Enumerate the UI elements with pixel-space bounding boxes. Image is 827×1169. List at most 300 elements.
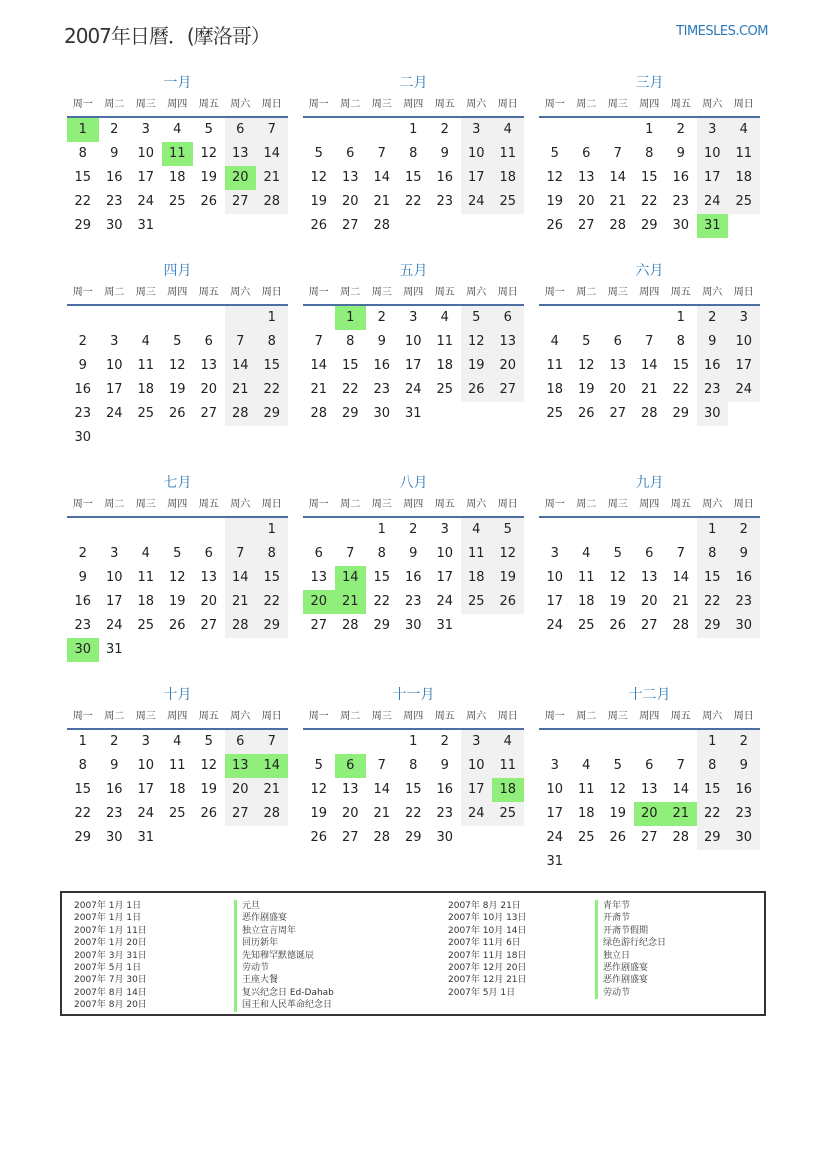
day-cell: 16 [74, 594, 92, 609]
weekday-label: 周四 [403, 287, 424, 298]
day-cell: 11 [137, 358, 155, 373]
day-cell: 29 [74, 830, 92, 845]
day-grid [67, 730, 288, 850]
month-block [539, 72, 760, 238]
weekday-header [539, 282, 760, 306]
empty-day-cell [256, 214, 288, 238]
day-cell: 16 [672, 170, 690, 185]
day-cell: 17 [546, 594, 564, 609]
day-cell: 5 [204, 734, 213, 749]
day-cell: 13 [609, 358, 627, 373]
day-cell: 12 [200, 758, 218, 773]
day-cell: 23 [697, 378, 729, 402]
day-cell: 29 [256, 614, 288, 638]
weekday-label: 周二 [576, 711, 597, 722]
empty-day-cell [461, 402, 493, 426]
empty-day-cell [162, 638, 194, 662]
empty-day-cell [162, 214, 194, 238]
empty-day-cell [634, 850, 666, 874]
day-cell: 15 [256, 354, 288, 378]
day-cell: 26 [461, 378, 493, 402]
day-cell: 17 [728, 354, 760, 378]
day-cell: 19 [609, 594, 627, 609]
day-cell: 14 [225, 354, 257, 378]
weekday-label: 周三 [371, 499, 392, 510]
day-cell: 15 [74, 170, 92, 185]
day-cell: 23 [373, 382, 391, 397]
day-cell: 23 [105, 806, 123, 821]
empty-day-cell [571, 850, 603, 874]
day-cell: 17 [137, 170, 155, 185]
day-cell: 7 [225, 542, 257, 566]
day-cell: 1 [377, 522, 386, 537]
day-cell: 25 [137, 618, 155, 633]
weekday-label: 周五 [198, 287, 219, 298]
day-cell: 23 [404, 594, 422, 609]
day-cell: 1 [67, 118, 99, 142]
day-cell: 25 [436, 382, 454, 397]
day-cell: 10 [461, 142, 493, 166]
weekday-label: 周日 [733, 499, 754, 510]
day-cell: 1 [697, 730, 729, 754]
weekday-label: 周二 [340, 99, 361, 110]
empty-day-cell [634, 730, 666, 754]
month-block [539, 472, 760, 638]
day-cell: 30 [105, 830, 123, 845]
empty-day-cell [335, 118, 367, 142]
empty-day-cell [162, 826, 194, 850]
holiday-name: 国王和人民革命纪念日 [234, 999, 334, 1011]
day-cell: 31 [105, 642, 123, 657]
weekday-header [67, 706, 288, 730]
day-cell: 8 [78, 758, 87, 773]
day-cell: 14 [256, 754, 288, 778]
day-cell: 15 [74, 782, 92, 797]
day-cell: 11 [162, 142, 194, 166]
day-cell: 12 [609, 570, 627, 585]
day-cell: 1 [645, 122, 654, 137]
holiday-date: 2007年 5月 1日 [448, 987, 516, 998]
weekday-label: 周日 [261, 99, 282, 110]
day-cell: 8 [256, 330, 288, 354]
holiday-name: 独立宣言周年 [234, 925, 334, 937]
day-cell: 18 [436, 358, 454, 373]
day-cell: 6 [204, 334, 213, 349]
day-cell: 23 [672, 194, 690, 209]
day-cell: 10 [436, 546, 454, 561]
day-cell: 21 [609, 194, 627, 209]
day-cell: 24 [105, 406, 123, 421]
weekday-label: 周日 [261, 711, 282, 722]
empty-day-cell [665, 730, 697, 754]
day-cell: 28 [256, 190, 288, 214]
day-cell: 2 [440, 122, 449, 137]
day-cell: 21 [335, 590, 367, 614]
legend-names-left [234, 900, 334, 1012]
weekday-header [303, 94, 524, 118]
empty-day-cell [99, 518, 131, 542]
day-cell: 8 [676, 334, 685, 349]
month-name: 六月 [635, 263, 664, 279]
day-cell: 5 [550, 146, 559, 161]
day-cell: 19 [461, 354, 493, 378]
day-cell: 17 [137, 782, 155, 797]
weekday-header [539, 706, 760, 730]
day-cell: 3 [461, 730, 493, 754]
empty-day-cell [571, 518, 603, 542]
holiday-date: 2007年 10月 14日 [448, 925, 527, 936]
day-cell: 26 [609, 830, 627, 845]
weekday-label: 周三 [607, 287, 628, 298]
day-cell: 22 [672, 382, 690, 397]
holiday-name: 先知穆罕默德诞辰 [234, 950, 334, 962]
day-cell: 8 [256, 542, 288, 566]
day-cell: 20 [577, 194, 595, 209]
weekday-label: 周六 [466, 287, 487, 298]
day-cell: 17 [404, 358, 422, 373]
day-cell: 6 [645, 546, 654, 561]
day-grid [539, 306, 760, 426]
weekday-label: 周三 [371, 711, 392, 722]
day-cell: 30 [74, 430, 92, 445]
day-cell: 18 [492, 778, 524, 802]
day-cell: 19 [546, 194, 564, 209]
empty-day-cell [303, 118, 335, 142]
weekday-label: 周三 [135, 99, 156, 110]
day-cell: 10 [137, 146, 155, 161]
day-cell: 26 [492, 590, 524, 614]
day-cell: 9 [728, 754, 760, 778]
month-block [67, 260, 288, 450]
empty-day-cell [256, 826, 288, 850]
weekday-label: 周一 [308, 711, 329, 722]
day-cell: 10 [105, 358, 123, 373]
empty-day-cell [130, 638, 162, 662]
day-cell: 4 [582, 758, 591, 773]
month-name: 二月 [399, 75, 428, 91]
day-cell: 10 [728, 330, 760, 354]
day-cell: 23 [436, 194, 454, 209]
weekday-label: 周四 [639, 287, 660, 298]
weekday-label: 周一 [72, 287, 93, 298]
day-cell: 27 [310, 618, 328, 633]
day-cell: 16 [74, 382, 92, 397]
day-cell: 9 [377, 334, 386, 349]
day-cell: 4 [582, 546, 591, 561]
weekday-label: 周一 [72, 99, 93, 110]
weekday-label: 周一 [308, 99, 329, 110]
day-cell: 12 [200, 146, 218, 161]
day-cell: 22 [373, 594, 391, 609]
empty-day-cell [398, 214, 430, 238]
empty-day-cell [193, 518, 225, 542]
holiday-date: 2007年 1月 11日 [74, 925, 147, 936]
weekday-label: 周三 [607, 99, 628, 110]
weekday-label: 周五 [198, 99, 219, 110]
day-cell: 15 [373, 570, 391, 585]
day-cell: 13 [225, 754, 257, 778]
empty-day-cell [571, 730, 603, 754]
weekday-label: 周三 [371, 287, 392, 298]
day-cell: 23 [436, 806, 454, 821]
day-cell: 14 [672, 570, 690, 585]
day-cell: 28 [341, 618, 359, 633]
weekday-label: 周三 [135, 287, 156, 298]
weekday-label: 周二 [104, 711, 125, 722]
day-cell: 28 [609, 218, 627, 233]
day-cell: 11 [436, 334, 454, 349]
day-cell: 25 [577, 830, 595, 845]
day-cell: 3 [697, 118, 729, 142]
day-cell: 30 [697, 402, 729, 426]
day-cell: 2 [728, 730, 760, 754]
holiday-name: 独立日 [595, 950, 666, 962]
day-cell: 27 [577, 218, 595, 233]
weekday-label: 周六 [230, 711, 251, 722]
day-cell: 27 [341, 830, 359, 845]
empty-day-cell [429, 214, 461, 238]
day-cell: 16 [436, 170, 454, 185]
weekday-label: 周三 [607, 499, 628, 510]
day-cell: 10 [697, 142, 729, 166]
day-cell: 18 [577, 594, 595, 609]
day-cell: 15 [404, 782, 422, 797]
day-cell: 28 [225, 614, 257, 638]
day-cell: 6 [492, 306, 524, 330]
day-cell: 29 [697, 614, 729, 638]
day-cell: 20 [609, 382, 627, 397]
day-cell: 25 [492, 190, 524, 214]
weekday-label: 周日 [733, 287, 754, 298]
weekday-label: 周四 [403, 711, 424, 722]
day-cell: 7 [256, 730, 288, 754]
day-cell: 14 [225, 566, 257, 590]
day-cell: 28 [373, 830, 391, 845]
site-link[interactable]: TIMESLES.COM [676, 24, 768, 39]
empty-day-cell [256, 638, 288, 662]
month-block [303, 72, 524, 238]
month-block [303, 472, 524, 638]
day-cell: 20 [341, 806, 359, 821]
day-cell: 3 [110, 546, 119, 561]
day-cell: 16 [728, 778, 760, 802]
day-cell: 14 [310, 358, 328, 373]
day-cell: 13 [341, 782, 359, 797]
empty-day-cell [256, 426, 288, 450]
day-cell: 21 [256, 778, 288, 802]
day-cell: 7 [314, 334, 323, 349]
day-cell: 5 [314, 758, 323, 773]
day-cell: 30 [672, 218, 690, 233]
day-cell: 2 [78, 334, 87, 349]
day-cell: 23 [74, 618, 92, 633]
empty-day-cell [539, 306, 571, 330]
weekday-header [303, 706, 524, 730]
day-cell: 12 [168, 358, 186, 373]
day-cell: 4 [141, 546, 150, 561]
day-cell: 18 [137, 594, 155, 609]
weekday-label: 周六 [702, 287, 723, 298]
day-cell: 2 [78, 546, 87, 561]
day-cell: 21 [640, 382, 658, 397]
month-block [539, 684, 760, 874]
weekday-label: 周四 [639, 499, 660, 510]
day-cell: 31 [137, 830, 155, 845]
weekday-label: 周六 [466, 499, 487, 510]
day-cell: 4 [492, 730, 524, 754]
day-cell: 30 [105, 218, 123, 233]
holiday-name: 绿色游行纪念日 [595, 937, 666, 949]
empty-day-cell [366, 730, 398, 754]
month-block [303, 260, 524, 426]
holiday-date: 2007年 1月 1日 [74, 913, 142, 924]
weekday-header [67, 282, 288, 306]
day-cell: 29 [672, 406, 690, 421]
day-cell: 4 [492, 118, 524, 142]
weekday-label: 周五 [670, 711, 691, 722]
day-cell: 29 [373, 618, 391, 633]
weekday-label: 周六 [702, 99, 723, 110]
weekday-header [67, 494, 288, 518]
day-cell: 29 [341, 406, 359, 421]
day-grid [539, 518, 760, 638]
day-cell: 25 [728, 190, 760, 214]
day-cell: 24 [546, 618, 564, 633]
empty-day-cell [67, 306, 99, 330]
day-cell: 19 [168, 594, 186, 609]
day-cell: 21 [373, 194, 391, 209]
empty-day-cell [366, 118, 398, 142]
holiday-date: 2007年 8月 20日 [74, 1000, 147, 1011]
day-cell: 13 [341, 170, 359, 185]
page-title: 2007年日曆．(摩洛哥） [64, 24, 270, 48]
day-cell: 6 [225, 730, 257, 754]
day-cell: 9 [440, 758, 449, 773]
weekday-label: 周二 [340, 711, 361, 722]
holiday-date: 2007年 7月 30日 [74, 975, 147, 986]
day-cell: 8 [409, 146, 418, 161]
day-grid [67, 518, 288, 662]
holiday-name: 恶作剧盛宴 [595, 962, 666, 974]
day-cell: 25 [492, 802, 524, 826]
day-cell: 19 [577, 382, 595, 397]
day-cell: 7 [377, 146, 386, 161]
empty-day-cell [303, 306, 335, 330]
weekday-label: 周二 [576, 499, 597, 510]
day-cell: 4 [173, 122, 182, 137]
holiday-date: 2007年 1月 20日 [74, 938, 147, 949]
holiday-date: 2007年 8月 14日 [74, 987, 147, 998]
day-cell: 11 [492, 754, 524, 778]
day-cell: 2 [110, 122, 119, 137]
holiday-name: 复兴纪念日 Ed-Dahab [234, 987, 334, 999]
weekday-header [539, 94, 760, 118]
day-cell: 29 [74, 218, 92, 233]
day-cell: 27 [225, 190, 257, 214]
day-grid [67, 118, 288, 238]
weekday-label: 周二 [340, 287, 361, 298]
day-cell: 8 [645, 146, 654, 161]
day-cell: 26 [200, 806, 218, 821]
day-cell: 11 [492, 142, 524, 166]
day-cell: 26 [609, 618, 627, 633]
day-cell: 15 [341, 358, 359, 373]
empty-day-cell [461, 214, 493, 238]
day-grid [67, 306, 288, 450]
day-cell: 20 [225, 778, 257, 802]
day-cell: 31 [546, 854, 564, 869]
day-cell: 17 [546, 806, 564, 821]
day-cell: 22 [697, 590, 729, 614]
day-cell: 19 [310, 194, 328, 209]
empty-day-cell [665, 518, 697, 542]
day-cell: 10 [105, 570, 123, 585]
empty-day-cell [728, 850, 760, 874]
day-cell: 4 [141, 334, 150, 349]
day-cell: 19 [200, 170, 218, 185]
weekday-label: 周一 [544, 499, 565, 510]
day-cell: 14 [672, 782, 690, 797]
day-cell: 18 [728, 166, 760, 190]
day-cell: 24 [137, 194, 155, 209]
day-cell: 12 [310, 782, 328, 797]
day-cell: 2 [676, 122, 685, 137]
day-cell: 28 [256, 802, 288, 826]
day-cell: 2 [728, 518, 760, 542]
day-cell: 11 [461, 542, 493, 566]
day-cell: 19 [310, 806, 328, 821]
day-cell: 20 [200, 382, 218, 397]
empty-day-cell [602, 850, 634, 874]
day-cell: 22 [74, 194, 92, 209]
weekday-label: 周六 [702, 711, 723, 722]
day-grid [303, 730, 524, 850]
day-cell: 3 [440, 522, 449, 537]
day-cell: 21 [665, 802, 697, 826]
empty-day-cell [303, 518, 335, 542]
day-cell: 18 [168, 170, 186, 185]
day-cell: 3 [110, 334, 119, 349]
day-cell: 11 [728, 142, 760, 166]
month-name: 十月 [163, 687, 192, 703]
month-block [67, 684, 288, 850]
day-cell: 17 [105, 594, 123, 609]
weekday-label: 周日 [497, 711, 518, 722]
day-cell: 7 [676, 546, 685, 561]
day-grid [539, 118, 760, 238]
month-name: 一月 [163, 75, 192, 91]
day-cell: 16 [436, 782, 454, 797]
day-cell: 31 [137, 218, 155, 233]
day-cell: 19 [492, 566, 524, 590]
day-cell: 21 [225, 378, 257, 402]
day-cell: 23 [74, 406, 92, 421]
empty-day-cell [492, 214, 524, 238]
day-cell: 21 [373, 806, 391, 821]
day-cell: 12 [577, 358, 595, 373]
day-cell: 6 [613, 334, 622, 349]
day-grid [303, 518, 524, 638]
day-cell: 12 [492, 542, 524, 566]
day-cell: 3 [141, 734, 150, 749]
day-cell: 9 [440, 146, 449, 161]
month-name: 八月 [399, 475, 428, 491]
day-cell: 27 [640, 618, 658, 633]
holiday-name: 开斋节假期 [595, 925, 666, 937]
holiday-date: 2007年 5月 1日 [74, 963, 142, 974]
day-cell: 24 [105, 618, 123, 633]
month-name: 十一月 [392, 687, 435, 703]
